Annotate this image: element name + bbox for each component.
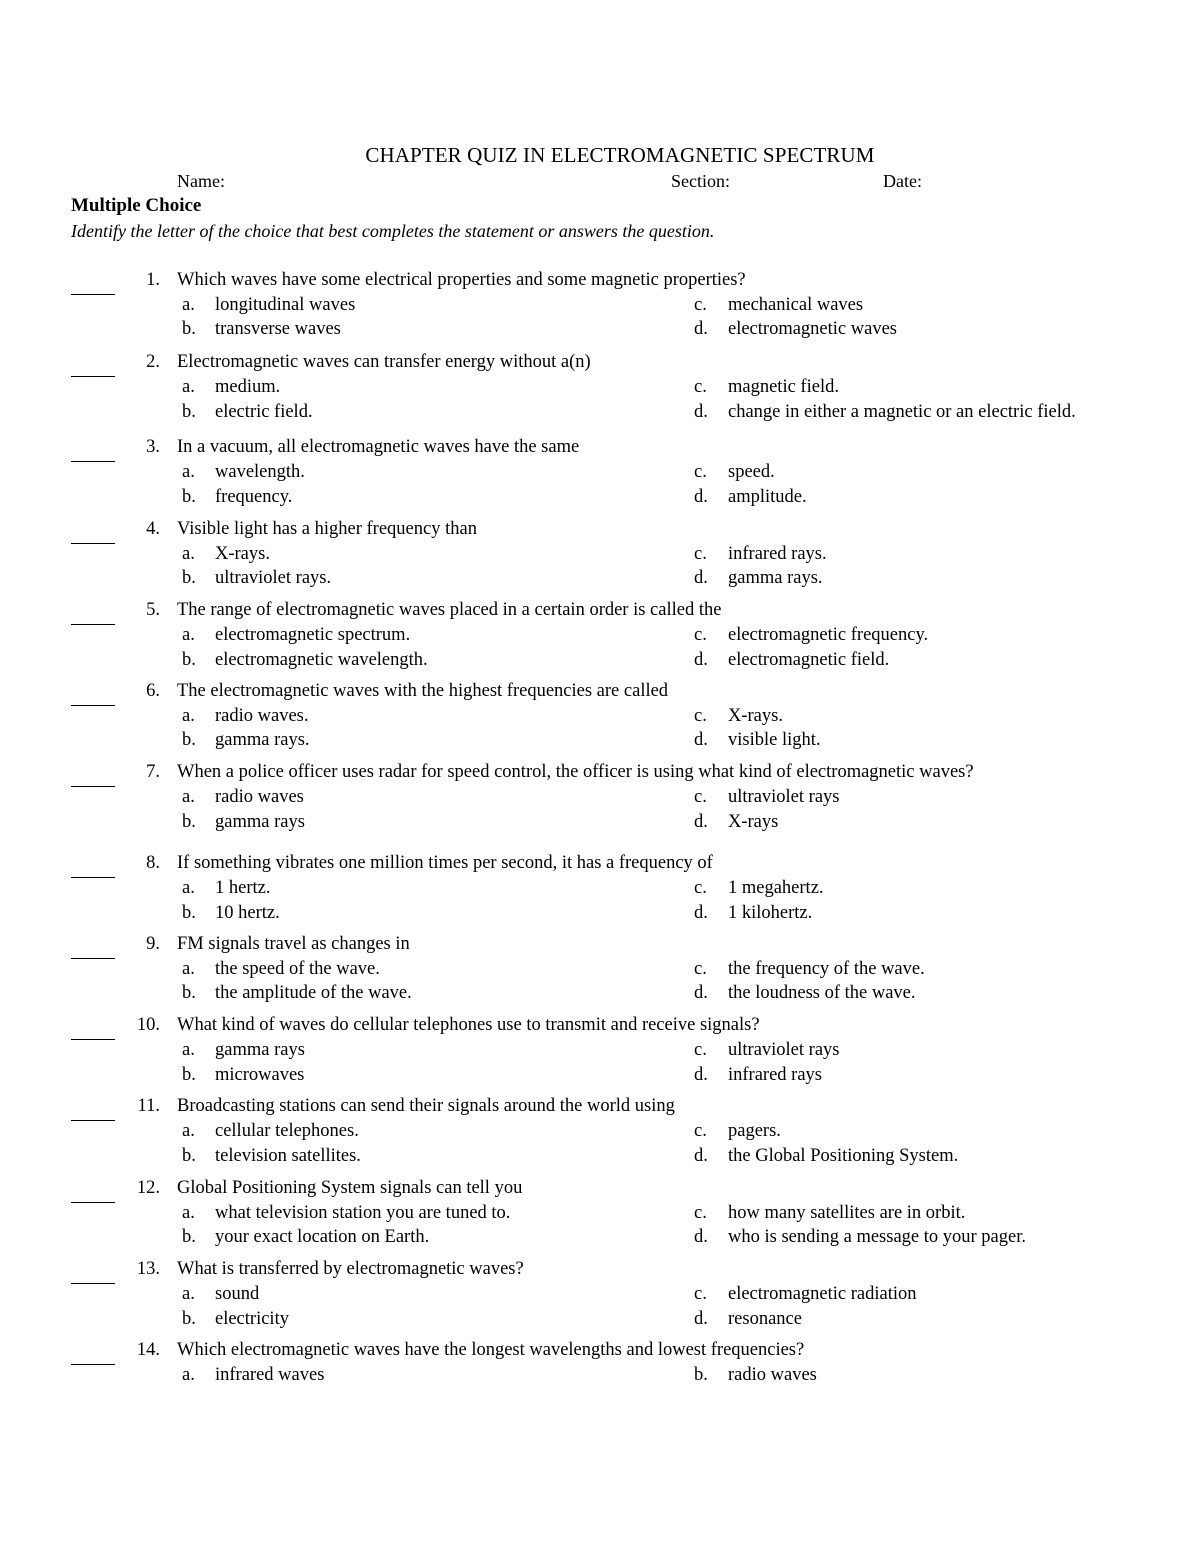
choice-d-label: d. (694, 568, 708, 588)
question-stem: Broadcasting stations can send their signals around the world using (177, 1096, 675, 1116)
choice-b: electricity (215, 1309, 289, 1329)
question-number: 11. (137, 1096, 160, 1116)
question-stem: If something vibrates one million times per second, it has a frequency of (177, 853, 713, 873)
choice-c-label: c. (694, 295, 707, 315)
choice-d: infrared rays (728, 1065, 822, 1085)
name-label: Name: (177, 171, 225, 191)
choice-a-label: a. (182, 787, 195, 807)
choice-c-label: c. (694, 1203, 707, 1223)
choice-b: the amplitude of the wave. (215, 983, 412, 1003)
choice-b-label: b. (182, 1146, 196, 1166)
choice-c-label: c. (694, 544, 707, 564)
choice-c: electromagnetic radiation (728, 1284, 917, 1304)
choice-b-label: b. (182, 1309, 196, 1329)
answer-blank[interactable] (71, 1262, 115, 1284)
choice-a: gamma rays (215, 1040, 305, 1060)
question (0, 934, 1200, 1009)
choice-d-label: d. (694, 1309, 708, 1329)
choice-d: who is sending a message to your pager. (728, 1227, 1026, 1247)
question (0, 437, 1200, 512)
answer-blank[interactable] (71, 1343, 115, 1365)
question (0, 1096, 1200, 1171)
question (0, 1340, 1200, 1415)
choice-a-label: a. (182, 706, 195, 726)
choice-b-label: b. (182, 319, 196, 339)
question-stem: Which electromagnetic waves have the longest wavelengths and lowest frequencies? (177, 1340, 805, 1360)
question-stem: The range of electromagnetic waves placed in a certain order is called the (177, 600, 722, 620)
choice-b-label: b. (182, 1227, 196, 1247)
answer-blank[interactable] (71, 522, 115, 544)
choice-d: amplitude. (728, 487, 807, 507)
question-stem: FM signals travel as changes in (177, 934, 410, 954)
question-stem: The electromagnetic waves with the highest frequencies are called (177, 681, 669, 701)
question-number: 2. (146, 352, 160, 372)
question-number: 5. (146, 600, 160, 620)
question-number: 6. (146, 681, 160, 701)
choice-b: gamma rays (215, 812, 305, 832)
question (0, 853, 1200, 928)
choice-c-label: c. (694, 462, 707, 482)
choice-b: frequency. (215, 487, 293, 507)
choice-a: infrared waves (215, 1365, 325, 1385)
answer-blank[interactable] (71, 1018, 115, 1040)
choice-a: sound (215, 1284, 260, 1304)
choice-a: electromagnetic spectrum. (215, 625, 411, 645)
choice-c: how many satellites are in orbit. (728, 1203, 966, 1223)
choice-c: magnetic field. (728, 377, 839, 397)
answer-blank[interactable] (71, 937, 115, 959)
choice-b-label: b. (182, 812, 196, 832)
date-label: Date: (883, 171, 922, 191)
choice-c: X-rays. (728, 706, 783, 726)
choice-a: the speed of the wave. (215, 959, 380, 979)
choice-a: 1 hertz. (215, 878, 271, 898)
choice-c-label: c. (694, 878, 707, 898)
choice-c-label: c. (694, 959, 707, 979)
choice-c-label: c. (694, 706, 707, 726)
choice-d-label: d. (694, 730, 708, 750)
question (0, 270, 1200, 345)
question-number: 8. (146, 853, 160, 873)
question-stem: What is transferred by electromagnetic waves? (177, 1259, 524, 1279)
question-stem: Visible light has a higher frequency than (177, 519, 477, 539)
choice-d: electromagnetic waves (728, 319, 897, 339)
choice-c-label: c. (694, 1040, 707, 1060)
choice-b: electromagnetic wavelength. (215, 650, 428, 670)
choice-d-label: d. (694, 650, 708, 670)
choice-d-label: d. (694, 319, 708, 339)
choice-a-label: a. (182, 295, 195, 315)
page-title: CHAPTER QUIZ IN ELECTROMAGNETIC SPECTRUM (365, 143, 875, 167)
choice-d-label: d. (694, 402, 708, 422)
choice-d: change in either a magnetic or an electric field. (728, 402, 1076, 422)
choice-a-label: a. (182, 377, 195, 397)
choice-a: wavelength. (215, 462, 305, 482)
choice-a-label: a. (182, 1365, 195, 1385)
choice-a: what television station you are tuned to. (215, 1203, 511, 1223)
answer-blank[interactable] (71, 1099, 115, 1121)
question-number: 12. (136, 1178, 160, 1198)
question (0, 762, 1200, 837)
question (0, 519, 1200, 594)
choice-d-label: d. (694, 1146, 708, 1166)
choice-a: longitudinal waves (215, 295, 356, 315)
choice-d-label: d. (694, 903, 708, 923)
choice-d-label: d. (694, 1065, 708, 1085)
answer-blank[interactable] (71, 273, 115, 295)
question-stem: Global Positioning System signals can tell you (177, 1178, 523, 1198)
choice-c: ultraviolet rays (728, 787, 840, 807)
choice-b: ultraviolet rays. (215, 568, 332, 588)
choice-b: transverse waves (215, 319, 341, 339)
question (0, 600, 1200, 675)
question-number: 10. (136, 1015, 160, 1035)
choice-c-label: c. (694, 1121, 707, 1141)
choice-b-label: b. (182, 730, 196, 750)
question-stem: When a police officer uses radar for speed control, the officer is using what kind of electromagnetic waves? (177, 762, 974, 782)
question-number: 13. (136, 1259, 160, 1279)
choice-b: gamma rays. (215, 730, 310, 750)
choice-d: visible light. (728, 730, 821, 750)
question (0, 1015, 1200, 1090)
choice-d: gamma rays. (728, 568, 823, 588)
choice-c: pagers. (728, 1121, 781, 1141)
choice-b-label: b. (182, 402, 196, 422)
choice-b-label: b. (182, 1065, 196, 1085)
question-stem: Electromagnetic waves can transfer energy without a(n) (177, 352, 591, 372)
choice-a: radio waves (215, 787, 304, 807)
question (0, 1259, 1200, 1334)
choice-b-label: b. (182, 983, 196, 1003)
question-number: 1. (146, 270, 160, 290)
choice-d-label: d. (694, 487, 708, 507)
question (0, 352, 1200, 427)
question (0, 681, 1200, 756)
choice-b-label: b. (182, 487, 196, 507)
choice-a-label: a. (182, 1040, 195, 1060)
choice-c: speed. (728, 462, 775, 482)
question-stem: Which waves have some electrical properties and some magnetic properties? (177, 270, 746, 290)
choice-b-label: b. (182, 650, 196, 670)
choice-a-label: a. (182, 878, 195, 898)
choice-a: cellular telephones. (215, 1121, 359, 1141)
answer-blank[interactable] (71, 684, 115, 706)
choice-a-label: a. (182, 625, 195, 645)
choice-a: radio waves. (215, 706, 309, 726)
choice-c: mechanical waves (728, 295, 864, 315)
choice-d: resonance (728, 1309, 802, 1329)
choice-c: ultraviolet rays (728, 1040, 840, 1060)
answer-blank[interactable] (71, 440, 115, 462)
choice-c-label: c. (694, 1284, 707, 1304)
choice-d-label: d. (694, 983, 708, 1003)
choice-a-label: a. (182, 959, 195, 979)
choice-b: 10 hertz. (215, 903, 280, 923)
choice-a-label: a. (182, 1284, 195, 1304)
instructions: Identify the letter of the choice that best completes the statement or answers the question. (71, 221, 715, 241)
question-number: 14. (136, 1340, 160, 1360)
choice-d: 1 kilohertz. (728, 903, 813, 923)
choice-b-label: b. (182, 903, 196, 923)
question-stem: What kind of waves do cellular telephones use to transmit and receive signals? (177, 1015, 760, 1035)
choice-a-label: a. (182, 544, 195, 564)
question (0, 1178, 1200, 1253)
choice-b-label: b. (694, 1365, 708, 1385)
choice-d-label: d. (694, 1227, 708, 1247)
choice-c: 1 megahertz. (728, 878, 824, 898)
answer-blank[interactable] (71, 765, 115, 787)
question-stem: In a vacuum, all electromagnetic waves have the same (177, 437, 580, 457)
section-label: Section: (671, 171, 730, 191)
question-number: 9. (146, 934, 160, 954)
answer-blank[interactable] (71, 856, 115, 878)
choice-c: the frequency of the wave. (728, 959, 925, 979)
choice-a-label: a. (182, 462, 195, 482)
choice-c-label: c. (694, 787, 707, 807)
choice-b: microwaves (215, 1065, 305, 1085)
choice-b: radio waves (728, 1365, 817, 1385)
answer-blank[interactable] (71, 355, 115, 377)
choice-b: your exact location on Earth. (215, 1227, 430, 1247)
choice-a: medium. (215, 377, 281, 397)
choice-a: X-rays. (215, 544, 270, 564)
choice-b-label: b. (182, 568, 196, 588)
choice-c-label: c. (694, 625, 707, 645)
choice-c: electromagnetic frequency. (728, 625, 929, 645)
answer-blank[interactable] (71, 1181, 115, 1203)
choice-a-label: a. (182, 1203, 195, 1223)
choice-b: television satellites. (215, 1146, 361, 1166)
choice-d: electromagnetic field. (728, 650, 890, 670)
choice-d-label: d. (694, 812, 708, 832)
section-title: Multiple Choice (71, 195, 202, 216)
answer-blank[interactable] (71, 603, 115, 625)
choice-b: electric field. (215, 402, 313, 422)
choice-c-label: c. (694, 377, 707, 397)
choice-d: the loudness of the wave. (728, 983, 916, 1003)
choice-d: X-rays (728, 812, 779, 832)
choice-c: infrared rays. (728, 544, 827, 564)
question-number: 4. (146, 519, 160, 539)
choice-d: the Global Positioning System. (728, 1146, 959, 1166)
choice-a-label: a. (182, 1121, 195, 1141)
question-number: 3. (146, 437, 160, 457)
question-number: 7. (146, 762, 160, 782)
